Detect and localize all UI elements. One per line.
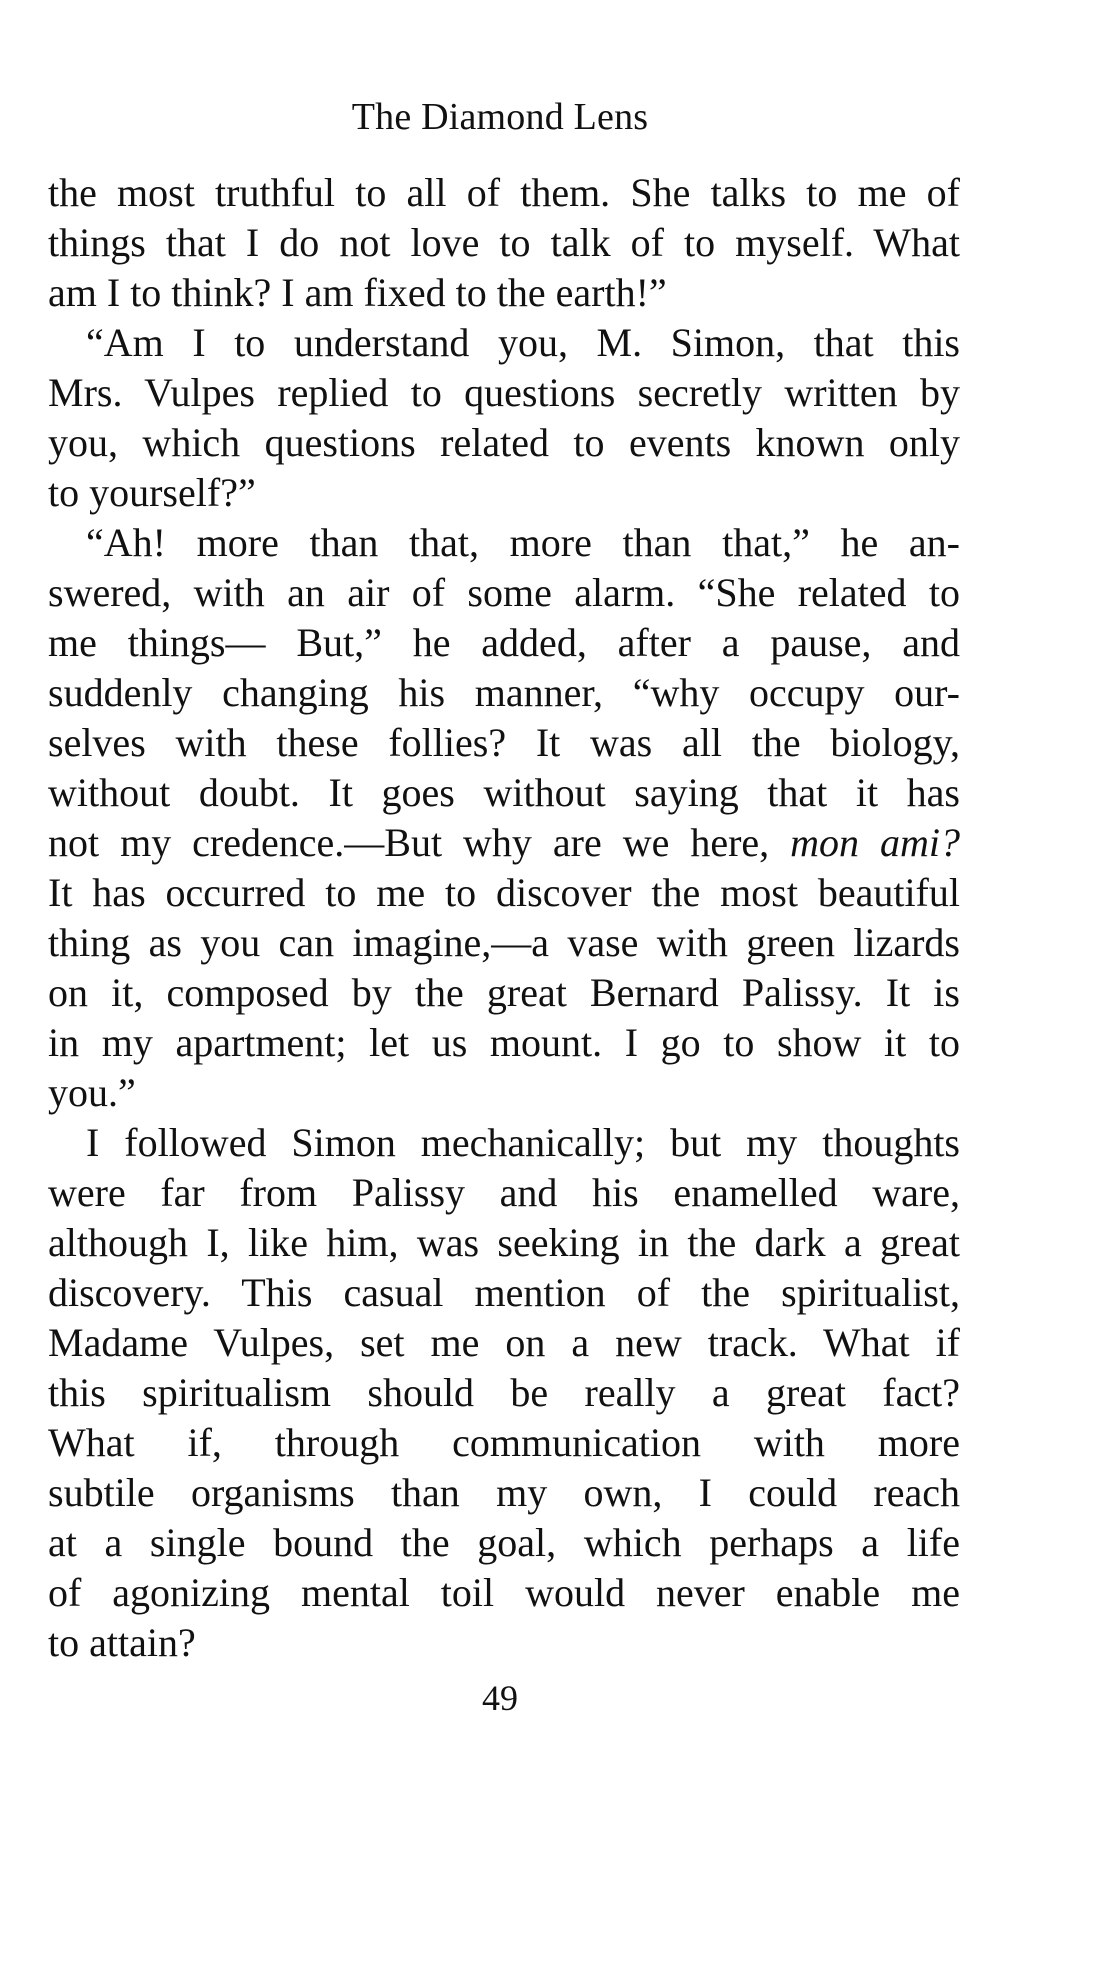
text-line: me things— But,” he added, after a pause, and bbox=[48, 620, 960, 665]
body-text bbox=[48, 168, 960, 1668]
text-line-roman: not my credence.—But why are we here, bbox=[48, 820, 791, 865]
text-line: the most truthful to all of them. She talks to me of bbox=[48, 170, 960, 215]
text-line: am I to think? I am fixed to the earth!” bbox=[48, 270, 667, 315]
text-line: swered, with an air of some alarm. “She related to bbox=[48, 570, 960, 615]
text-line: in my apartment; let us mount. I go to show it to bbox=[48, 1020, 960, 1065]
text-line: to attain? bbox=[48, 1620, 196, 1665]
text-line: “Ah! more than that, more than that,” he an- bbox=[86, 520, 960, 565]
text-line: It has occurred to me to discover the most beautiful bbox=[48, 870, 960, 915]
text-line: discovery. This casual mention of the spiritualist, bbox=[48, 1270, 960, 1315]
text-line: thing as you can imagine,—a vase with green lizards bbox=[48, 920, 960, 965]
running-title: The Diamond Lens bbox=[351, 96, 649, 138]
text-line: subtile organisms than my own, I could reach bbox=[48, 1470, 960, 1515]
text-line: selves with these follies? It was all the biology, bbox=[48, 720, 960, 765]
text-line: What if, through communication with more bbox=[48, 1420, 960, 1465]
text-line-with-italic bbox=[48, 818, 960, 868]
text-line: this spiritualism should be really a great fact? bbox=[48, 1370, 960, 1415]
text-line: I followed Simon mechanically; but my thoughts bbox=[86, 1120, 960, 1165]
text-line: without doubt. It goes without saying that it has bbox=[48, 770, 960, 815]
text-line: things that I do not love to talk of to myself. What bbox=[48, 220, 960, 265]
text-line: “Am I to understand you, M. Simon, that this bbox=[86, 320, 960, 365]
text-line: although I, like him, was seeking in the dark a great bbox=[48, 1220, 960, 1265]
text-line: on it, composed by the great Bernard Palissy. It is bbox=[48, 970, 960, 1015]
text-line: you, which questions related to events known only bbox=[48, 420, 960, 465]
text-line: were far from Palissy and his enamelled ware, bbox=[48, 1170, 960, 1215]
text-line: Mrs. Vulpes replied to questions secretly written by bbox=[48, 370, 960, 415]
text-line: of agonizing mental toil would never enable me bbox=[48, 1570, 960, 1615]
text-line: Madame Vulpes, set me on a new track. What if bbox=[48, 1320, 960, 1365]
text-line: you.” bbox=[48, 1070, 136, 1115]
italic-phrase: mon ami? bbox=[790, 820, 961, 865]
text-line: suddenly changing his manner, “why occupy our- bbox=[48, 670, 960, 715]
text-line: at a single bound the goal, which perhaps a life bbox=[48, 1520, 960, 1565]
text-line: to yourself?” bbox=[48, 470, 256, 515]
page-number: 49 bbox=[482, 1678, 518, 1718]
